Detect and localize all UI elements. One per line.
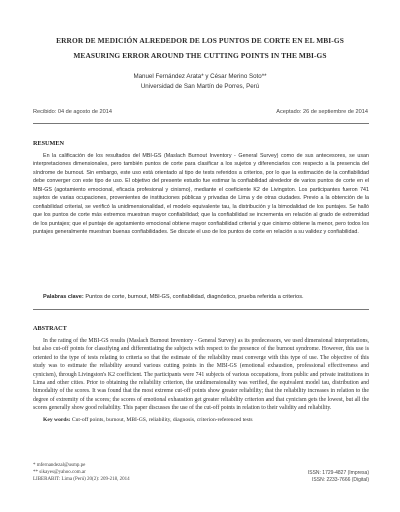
footnote-email-2: ** sikayes@yahoo.com.ar bbox=[33, 470, 86, 475]
resumen-text: En la calificación de los resultados del MBI-GS (Maslach Burnout Inventory - General Survey) como de sus antecesores, se usan interpretaciones dimensionales, pero también puntos de corte para clasificar a los sujetos y diferenciarlos con respecto a la presencia del síndrome de burnout. Sin embargo, este uso está orientado al tipo de tests referidos a criterios, por lo que la estimación de la confiabilidad debe converger con este tipo de uso. El objetivo del presente estudio fue estimar la confiabilidad alrededor de varios puntos de corte en el MBI-GS (agotamiento emocional, eficacia profesional y cinismo), mediante el coeficiente K2 de Livingston. Los participantes fueron 741 sujetos de varias ocupaciones, provenientes de instituciones públicas y privadas de Lima y de otras ciudades. Previo a la obtención de la confiabilidad criterial, se verificó la unidimensionalidad, el modelo equivalente tau, la distribución y la bimodalidad de los puntajes. Se halló que los puntos de corte más extremos muestran mayor confiabilidad; que la confiabilidad se incrementa en relación al grado de extremidad de los puntajes; que el puntaje de agotamiento emocional obtiene mayor confiabilidad criterial y que cinismo obtiene la menor, pero todos los puntajes generalmente muestran buenas confiabilidades. Se discute el uso de los puntos de corte en relación a su validez y confiabilidad. bbox=[33, 153, 369, 236]
keywords-label: Palabras clave: bbox=[43, 294, 84, 300]
divider bbox=[33, 309, 369, 310]
keywords-spanish bbox=[43, 294, 369, 300]
abstract-text: In the rating of the MBI-GS results (Maslach Burnout Inventory - General Survey) as its predecessors, we used dimensional interpretations, but also cut-off points for classifying and differentiating the subjects with respect to the presence of the burnout syndrome. However, this use is oriented to the type of tests relating to criteria so that the estimate of the reliability must converge with this type of use. The objective of this study was to estimate the reliability around various cutting points in the MBI-GS (emotional exhaustion, professional effectiveness and cynicism), through Livingston's K2 coefficient. The participants were 741 subjects of various occupations, from public and private institutions in Lima and other cities. Prior to obtaining the reliability criterion, the unidimensionality was verified, the equivalent model tau, distribution and bimodality of the scores. It was found that the most extreme cut-off points show greater reliability; that the reliability increases in relation to the degree of extremity of the scores; the scores of emotional exhaustion get greater reliability criterion and that cynicism gets the lowest, but all the scores generally show good reliability. This paper discusses the use of the cut-off points in relation to their validity and reliability. bbox=[33, 338, 369, 412]
authors: Manuel Fernández Arata* y César Merino Soto** bbox=[133, 73, 267, 80]
title-english: MEASURING ERROR AROUND THE CUTTING POINTS IN THE MBI-GS bbox=[73, 51, 327, 60]
keywords-text: Puntos de corte, burnout, MBI-GS, confiabilidad, diagnóstico, prueba referida a criterios. bbox=[85, 294, 304, 300]
resumen-heading: RESUMEN bbox=[33, 140, 64, 147]
affiliation: Universidad de San Martín de Porres, Perú bbox=[140, 83, 260, 90]
keywords-english bbox=[43, 417, 369, 423]
issn-digital: ISSN: 2233-7666 (Digital) bbox=[312, 477, 369, 483]
divider bbox=[33, 123, 369, 124]
accepted-date: Aceptado: 26 de septiembre de 2014 bbox=[276, 109, 368, 115]
issn-print: ISSN: 1729-4827 (Impresa) bbox=[307, 470, 369, 476]
footnote-email-1: * mfernandezal@usmp.pe bbox=[33, 463, 86, 468]
keywords-label: Key words: bbox=[43, 417, 71, 423]
keywords-text: Cut-off points, burnout, MBI-GS, reliability, diagnosis, criterion-referenced tests bbox=[71, 417, 253, 423]
journal-citation: LIBERABIT: Lima (Perú) 20(2): 209-218, 2014 bbox=[33, 477, 130, 482]
received-date: Recibido: 04 de agosto de 2014 bbox=[33, 109, 112, 115]
abstract-heading: ABSTRACT bbox=[33, 325, 67, 332]
title-spanish: ERROR DE MEDICIÓN ALREDEDOR DE LOS PUNTOS DE CORTE EN EL MBI-GS bbox=[56, 36, 344, 45]
